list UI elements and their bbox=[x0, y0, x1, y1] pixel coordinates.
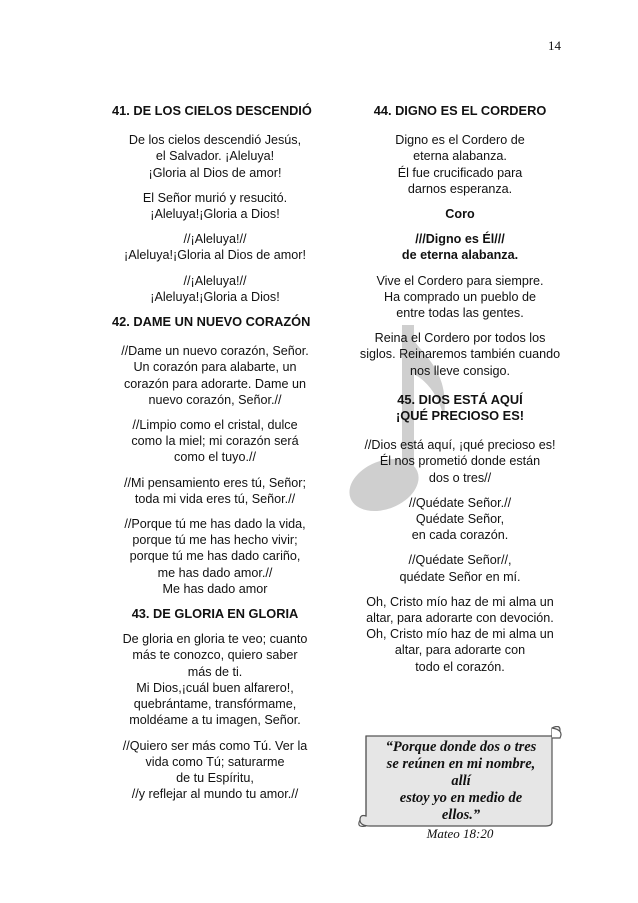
lyric-line: altar, para adorarte con devoción. bbox=[366, 611, 554, 626]
lyric-line: Mi Dios,¡cuál buen alfarero!, bbox=[136, 680, 294, 695]
lyric-line: Quédate Señor, bbox=[415, 512, 505, 527]
page-number: 14 bbox=[548, 38, 561, 53]
lyric-line: De gloria en gloria te veo; cuanto bbox=[122, 632, 308, 647]
lyric-line: //¡Aleluya!// bbox=[183, 232, 247, 247]
song-43-title: 43. DE GLORIA EN GLORIA bbox=[131, 606, 299, 622]
lyric-line: siglos. Reinaremos también cuando bbox=[359, 347, 561, 362]
quote-line: allí bbox=[451, 773, 471, 789]
song-41-title: 41. DE LOS CIELOS DESCENDIÓ bbox=[112, 103, 312, 118]
title-line: ¡QUÉ PRECIOSO ES! bbox=[396, 408, 524, 424]
song-45-stanza-1 bbox=[352, 437, 568, 486]
song-45-stanza-3 bbox=[352, 552, 568, 584]
lyric-line: altar, para adorarte con bbox=[394, 643, 526, 658]
song-44-stanza-1 bbox=[352, 132, 568, 197]
lyric-line: Él fue crucificado para bbox=[397, 165, 523, 180]
lyric-line: toda mi vida eres tú, Señor.// bbox=[134, 491, 296, 506]
quote-line: ellos.” bbox=[441, 807, 481, 823]
scripture-scroll bbox=[356, 726, 564, 841]
left-column bbox=[112, 103, 318, 802]
lyric-line: moldéame a tu imagen, Señor. bbox=[129, 713, 301, 728]
lyric-line: ¡Aleluya!¡Gloria a Dios! bbox=[150, 289, 280, 304]
song-42-stanza-2 bbox=[112, 417, 318, 466]
lyric-line: //Quédate Señor.// bbox=[408, 495, 512, 510]
lyric-line: Me has dado amor bbox=[162, 581, 268, 596]
quote-line: “Porque donde dos o tres bbox=[385, 739, 537, 755]
scripture-reference: Mateo 18:20 bbox=[426, 826, 494, 841]
song-43-stanza-1 bbox=[112, 631, 318, 728]
lyric-line: Él nos prometió donde están bbox=[379, 454, 541, 469]
lyric-line: en cada corazón. bbox=[411, 528, 509, 543]
lyric-line: me has dado amor.// bbox=[157, 565, 273, 580]
lyric-line: //Mi pensamiento eres tú, Señor; bbox=[123, 475, 306, 490]
lyric-line: Un corazón para alabarte, un bbox=[133, 360, 297, 375]
lyric-line: de tu Espíritu, bbox=[176, 770, 254, 785]
lyric-line: El Señor murió y resucitó. bbox=[142, 190, 288, 205]
scripture-quote bbox=[372, 739, 550, 824]
quote-line: estoy yo en medio de bbox=[399, 790, 523, 806]
lyric-line: Ha comprado un pueblo de bbox=[384, 289, 536, 304]
lyric-line: eterna alabanza. bbox=[413, 149, 507, 164]
song-41-stanza-2 bbox=[112, 190, 318, 222]
lyric-line: Oh, Cristo mío haz de mi alma un bbox=[366, 594, 554, 609]
lyric-line: corazón para adorarte. Dame un bbox=[123, 376, 306, 391]
lyric-line: darnos esperanza. bbox=[407, 181, 513, 196]
lyric-line: ¡Aleluya!¡Gloria al Dios de amor! bbox=[124, 248, 306, 263]
lyric-line: Vive el Cordero para siempre. bbox=[376, 273, 544, 288]
song-41-stanza-4 bbox=[112, 273, 318, 305]
lyric-line: //¡Aleluya!// bbox=[183, 273, 247, 288]
lyric-line: ///Digno es Él/// bbox=[415, 232, 505, 247]
song-42-title: 42. DAME UN NUEVO CORAZÓN bbox=[112, 314, 311, 330]
lyric-line: ¡Gloria al Dios de amor! bbox=[148, 165, 282, 180]
song-42-stanza-1 bbox=[112, 343, 318, 408]
lyric-line: porque tú me has dado cariño, bbox=[129, 549, 301, 564]
lyric-line: entre todas las gentes. bbox=[396, 306, 524, 321]
song-44-stanza-3 bbox=[352, 330, 568, 379]
lyric-line: dos o tres// bbox=[428, 470, 492, 485]
song-42-stanza-4 bbox=[112, 516, 318, 597]
lyric-line: más te conozco, quiero saber bbox=[132, 648, 298, 663]
lyric-line: como el tuyo.// bbox=[174, 450, 256, 465]
lyric-line: //Quédate Señor//, bbox=[408, 553, 512, 568]
song-45-stanza-2 bbox=[352, 495, 568, 544]
lyric-line: //Limpio como el cristal, dulce bbox=[132, 418, 298, 433]
lyric-line: nos lleve consigo. bbox=[409, 363, 511, 378]
song-44-chorus bbox=[352, 231, 568, 263]
chorus-label: Coro bbox=[445, 207, 475, 222]
song-44-stanza-2 bbox=[352, 273, 568, 322]
lyric-line: de eterna alabanza. bbox=[401, 248, 519, 263]
song-42-stanza-3 bbox=[112, 475, 318, 507]
lyric-line: De los cielos descendió Jesús, bbox=[128, 133, 302, 148]
lyric-line: //Porque tú me has dado la vida, bbox=[124, 517, 306, 532]
right-column bbox=[352, 103, 568, 675]
song-41-stanza-3 bbox=[112, 231, 318, 263]
lyric-line: como la miel; mi corazón será bbox=[131, 434, 299, 449]
lyric-line: el Salvador. ¡Aleluya! bbox=[155, 149, 275, 164]
lyric-line: //y reflejar al mundo tu amor.// bbox=[131, 787, 299, 802]
lyric-line: vida como Tú; saturarme bbox=[145, 754, 285, 769]
lyric-line: Reina el Cordero por todos los bbox=[374, 331, 546, 346]
lyric-line: porque tú me has hecho vivir; bbox=[132, 533, 298, 548]
lyric-line: nuevo corazón, Señor.// bbox=[148, 392, 282, 407]
lyric-line: //Quiero ser más como Tú. Ver la bbox=[122, 738, 308, 753]
lyric-line: Oh, Cristo mío haz de mi alma un bbox=[366, 627, 554, 642]
title-line: 45. DIOS ESTÁ AQUÍ bbox=[397, 391, 523, 407]
song-41-stanza-1 bbox=[112, 132, 318, 181]
lyric-line: Digno es el Cordero de bbox=[395, 133, 525, 148]
lyric-line: //Dios está aquí, ¡qué precioso es! bbox=[364, 438, 556, 453]
quote-line: se reúnen en mi nombre, bbox=[386, 756, 536, 772]
lyric-line: quebrántame, transfórmame, bbox=[133, 697, 297, 712]
song-45-title bbox=[352, 392, 568, 424]
song-44-title: 44. DIGNO ES EL CORDERO bbox=[373, 103, 547, 118]
lyric-line: quédate Señor en mí. bbox=[399, 569, 521, 584]
lyric-line: todo el corazón. bbox=[415, 659, 505, 674]
lyric-line: más de ti. bbox=[187, 664, 243, 679]
lyric-line: ¡Aleluya!¡Gloria a Dios! bbox=[150, 207, 280, 222]
lyric-line: //Dame un nuevo corazón, Señor. bbox=[121, 344, 309, 359]
song-43-stanza-2 bbox=[112, 738, 318, 803]
song-45-stanza-4 bbox=[352, 594, 568, 675]
